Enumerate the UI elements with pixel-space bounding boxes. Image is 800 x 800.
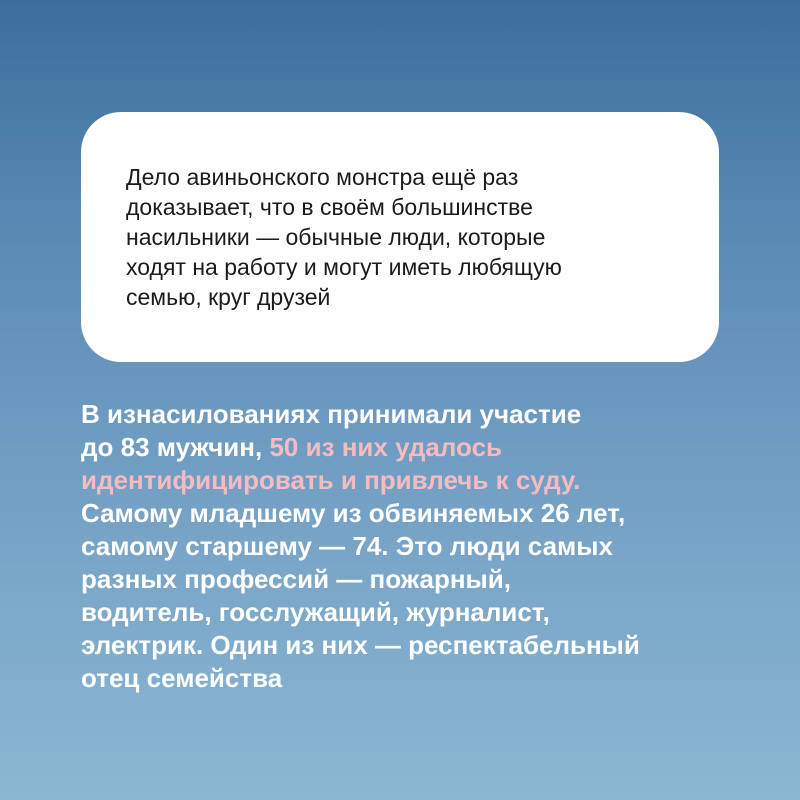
body-text-intro: В изнасилованиях принимали участие до 83 мужчин, <box>81 399 582 462</box>
highlight-text: 50 из них удалось идентифицировать и привлечь к суду. <box>81 432 581 495</box>
body-paragraph <box>81 398 741 695</box>
quote-text: Дело авиньонского монстра ещё раз доказывает, что в своём большинстве насильники — обычные люди, которые ходят на работу и могут иметь любящую семью, круг друзей <box>126 164 562 310</box>
quote-card <box>81 112 719 362</box>
body-text-details: Самому младшему из обвиняемых 26 лет, самому старшему — 74. Это люди самых разных профессий — пожарный, водитель, госслужащий, журналист, электрик. Один из них — респектабельный отец семейства <box>81 498 640 693</box>
